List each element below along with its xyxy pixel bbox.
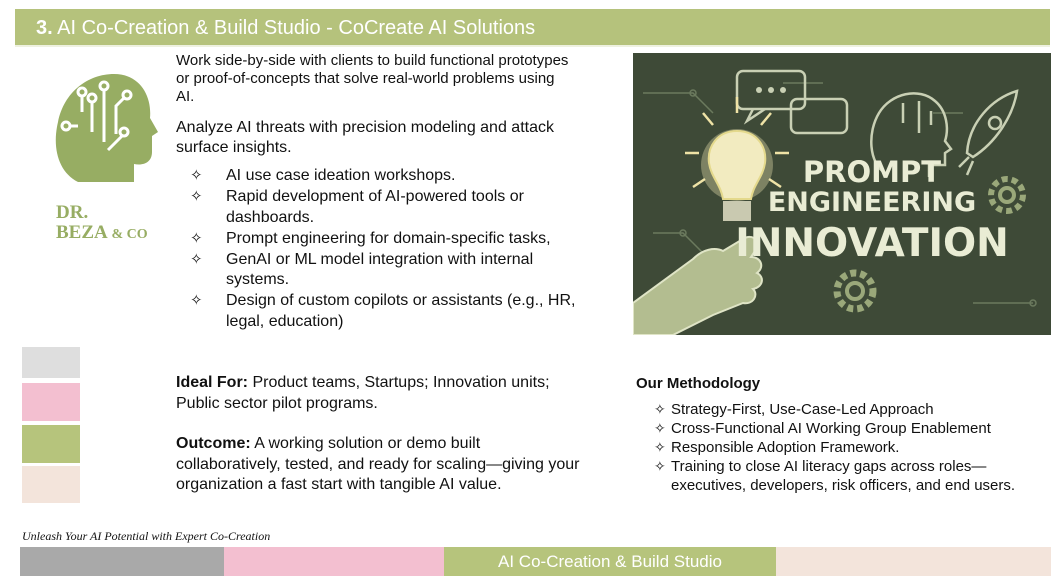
star-bullet-icon: ✧ [190, 292, 203, 309]
threat-paragraph: Analyze AI threats with precision modeling and attack surface insights. [176, 119, 554, 156]
slide-title [15, 9, 1050, 47]
hero-line-innovation: INNOVATION [735, 221, 1009, 266]
logo-amp: & CO [111, 227, 148, 242]
list-item: ✧ Rapid development of AI-powered tools or dashboards. [190, 188, 524, 226]
logo-line1: DR. [56, 202, 89, 223]
logo-line2: BEZA [56, 222, 107, 243]
star-bullet-icon: ✧ [654, 401, 666, 417]
methodology-title: Our Methodology [636, 375, 761, 392]
outcome-paragraph: Outcome: A working solution or demo built collaboratively, tested, and ready for scaling—giving your organization a fast start with tangible AI value. [176, 435, 580, 493]
ideal-for-label: Ideal For: [176, 374, 249, 391]
list-item: ✧ Training to close AI literacy gaps across roles— executives, developers, risk officers, and end users. [654, 458, 1016, 494]
list-item: ✧ Cross-Functional AI Working Group Enablement [654, 420, 991, 437]
color-swatch-green [22, 425, 80, 463]
star-bullet-icon: ✧ [654, 439, 666, 455]
list-item: ✧ GenAI or ML model integration with internal systems. [190, 250, 534, 288]
star-bullet-icon: ✧ [654, 458, 666, 474]
footer-bar-peach [776, 547, 1051, 576]
methodology-list [654, 400, 1044, 495]
ideal-for-paragraph: Ideal For: Product teams, Startups; Innovation units; Public sector pilot programs. [176, 374, 550, 412]
footer-bar-pink [224, 547, 444, 576]
hero-line-engineering: ENGINEERING [767, 187, 977, 218]
list-item: ✧ AI use case ideation workshops. [190, 166, 585, 187]
list-item: ✧ Strategy-First, Use-Case-Led Approach [654, 401, 934, 418]
list-item: ✧ Prompt engineering for domain-specific tasks, [190, 229, 585, 250]
hero-line-prompt: PROMPT [802, 155, 942, 189]
list-item: ✧ Design of custom copilots or assistants (e.g., HR, legal, education) [190, 292, 576, 330]
footer-bar-grey [20, 547, 224, 576]
intro-paragraph: Work side-by-side with clients to build functional prototypes or proof-of-concepts that solve real-world problems using AI. [176, 52, 569, 105]
color-swatch-pink [22, 383, 80, 421]
color-swatch-peach [22, 466, 80, 503]
star-bullet-icon: ✧ [190, 229, 203, 247]
tagline: Unleash Your AI Potential with Expert Co-Creation [22, 529, 271, 543]
section-title: AI Co-Creation & Build Studio - CoCreate AI Solutions [57, 17, 536, 39]
hero-illustration [633, 53, 1051, 335]
list-item: ✧ Responsible Adoption Framework. [654, 439, 900, 456]
star-bullet-icon: ✧ [190, 250, 203, 268]
star-bullet-icon: ✧ [654, 420, 666, 436]
star-bullet-icon: ✧ [190, 188, 203, 205]
footer-label: AI Co-Creation & Build Studio [444, 547, 776, 576]
company-logo [56, 203, 148, 245]
section-number: 3. [36, 17, 53, 39]
outcome-label: Outcome: [176, 435, 251, 452]
chat-bubble-icon [737, 71, 847, 133]
service-list [190, 166, 585, 333]
star-bullet-icon: ✧ [190, 167, 203, 184]
color-swatch-grey [22, 347, 80, 378]
